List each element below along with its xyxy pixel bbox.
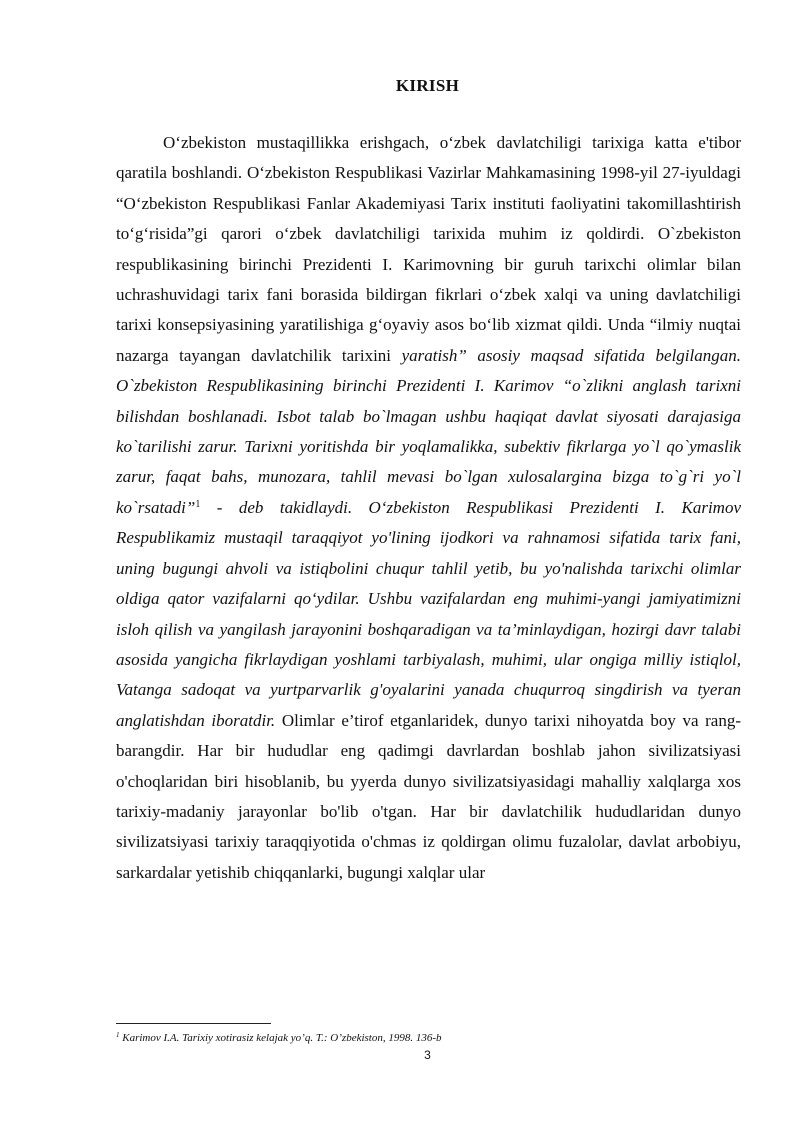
body-paragraph <box>116 128 741 888</box>
footnote-number: 1 <box>116 1031 120 1039</box>
paragraph-text-regular-end: Olimlar e’tirof etganlaridek, dunyo tarixi nihoyatda boy va rang-barangdir. Har bir hududlar eng qadimgi davrlardan boshlab jahon sivilizatsiyasi o'choqlaridan biri hisoblanib, bu yyerda dunyo sivilizatsiyasidagi mahalliy xalqlarga xos tarixiy-madaniy jarayonlar bo'lib o'tgan. Har bir davlatchilik hududlaridan dunyo sivilizatsiyasi tarixiy taraqqiyotida o'chmas iz qoldirgan olimu fuzalolar, davlat arbobiyu, sarkardalar yetishib chiqqanlarki, bugungi xalqlar ular <box>116 710 741 882</box>
footnote <box>116 1031 741 1045</box>
footnote-text: Karimov I.A. Tarixiy xotirasiz kelajak yo’q. T.: O’zbekiston, 1998. 136-b <box>119 1032 442 1044</box>
page-number: 3 <box>424 1048 431 1062</box>
paragraph-text-regular: O‘zbekiston mustaqillikka erishgach, o‘zbek davlatchiligi tarixiga katta e'tibor qaratila boshlandi. O‘zbekiston Respublikasi Vazirlar Mahkamasining 1998-yil 27-iyuldagi “O‘zbekiston Respublikasi Fanlar Akademiyasi Tarix instituti faoliyatini takomillashtirish to‘g‘risida”gi qarori o‘zbek davlatchiligi tarixida muhim iz qoldirdi. O`zbekiston respublikasining birinchi Prezidenti I. Karimovning bir guruh tarixchi olimlar bilan uchrashuvidagi tarix fani borasida bildirgan fikrlari o‘zbek xalqi va uning davlatchiligi tarixi konsepsiyasining yaratilishiga g‘oyaviy asos bo‘lib xizmat qildi. Unda “ilmiy nuqtai nazarga tayangan davlatchilik tarixini <box>116 133 741 365</box>
footnote-divider <box>116 1023 271 1024</box>
page-title: KIRISH <box>395 76 460 95</box>
footnote-reference[interactable]: 1 <box>195 498 201 510</box>
paragraph-text-italic-quote: yaratish” asosiy maqsad sifatida belgilangan. O`zbekiston Respublikasining birinchi Prezidenti I. Karimov “o`zlikni anglash tarixni bilishdan boshlanadi. Isbot talab bo`lmagan ushbu haqiqat davlat siyosati darajasiga ko`tarilishi zarur. Tarixni yoritishda bir yoqlamalikka, subektiv fikrlarga yo`l qo`ymaslik zarur, faqat bahs, munozara, tahlil mevasi bo`lgan xulosalargina bizga to`g`ri yo`l ko`rsatadi” <box>116 345 742 517</box>
paragraph-text-italic-continuation: - deb takidlaydi. O‘zbekiston Respublikasi Prezidenti I. Karimov Respublikamiz mustaqil taraqqiyot yo'lining ijodkori va rahnamosi sifatida tarix fani, uning bugungi ahvoli va istiqbolini chuqur tahlil yetib, bu yo'nalishda tarixchi olimlar oldiga qator vazifalarni qo‘ydilar. Ushbu vazifalardan eng muhimi-yangi jamiyatimizni isloh qilish va yangilash jarayonini boshqaradigan va ta’minlaydigan, hozirgi davr talabi asosida yangicha fikrlaydigan yoshlami tarbiyalash, muhimi, ular ongiga milliy istiqlol, Vatanga sadoqat va yurtparvarlik g'oyalarini yanada chuqurroq singdirish va tyeran anglatishdan iboratdir. <box>116 497 741 730</box>
